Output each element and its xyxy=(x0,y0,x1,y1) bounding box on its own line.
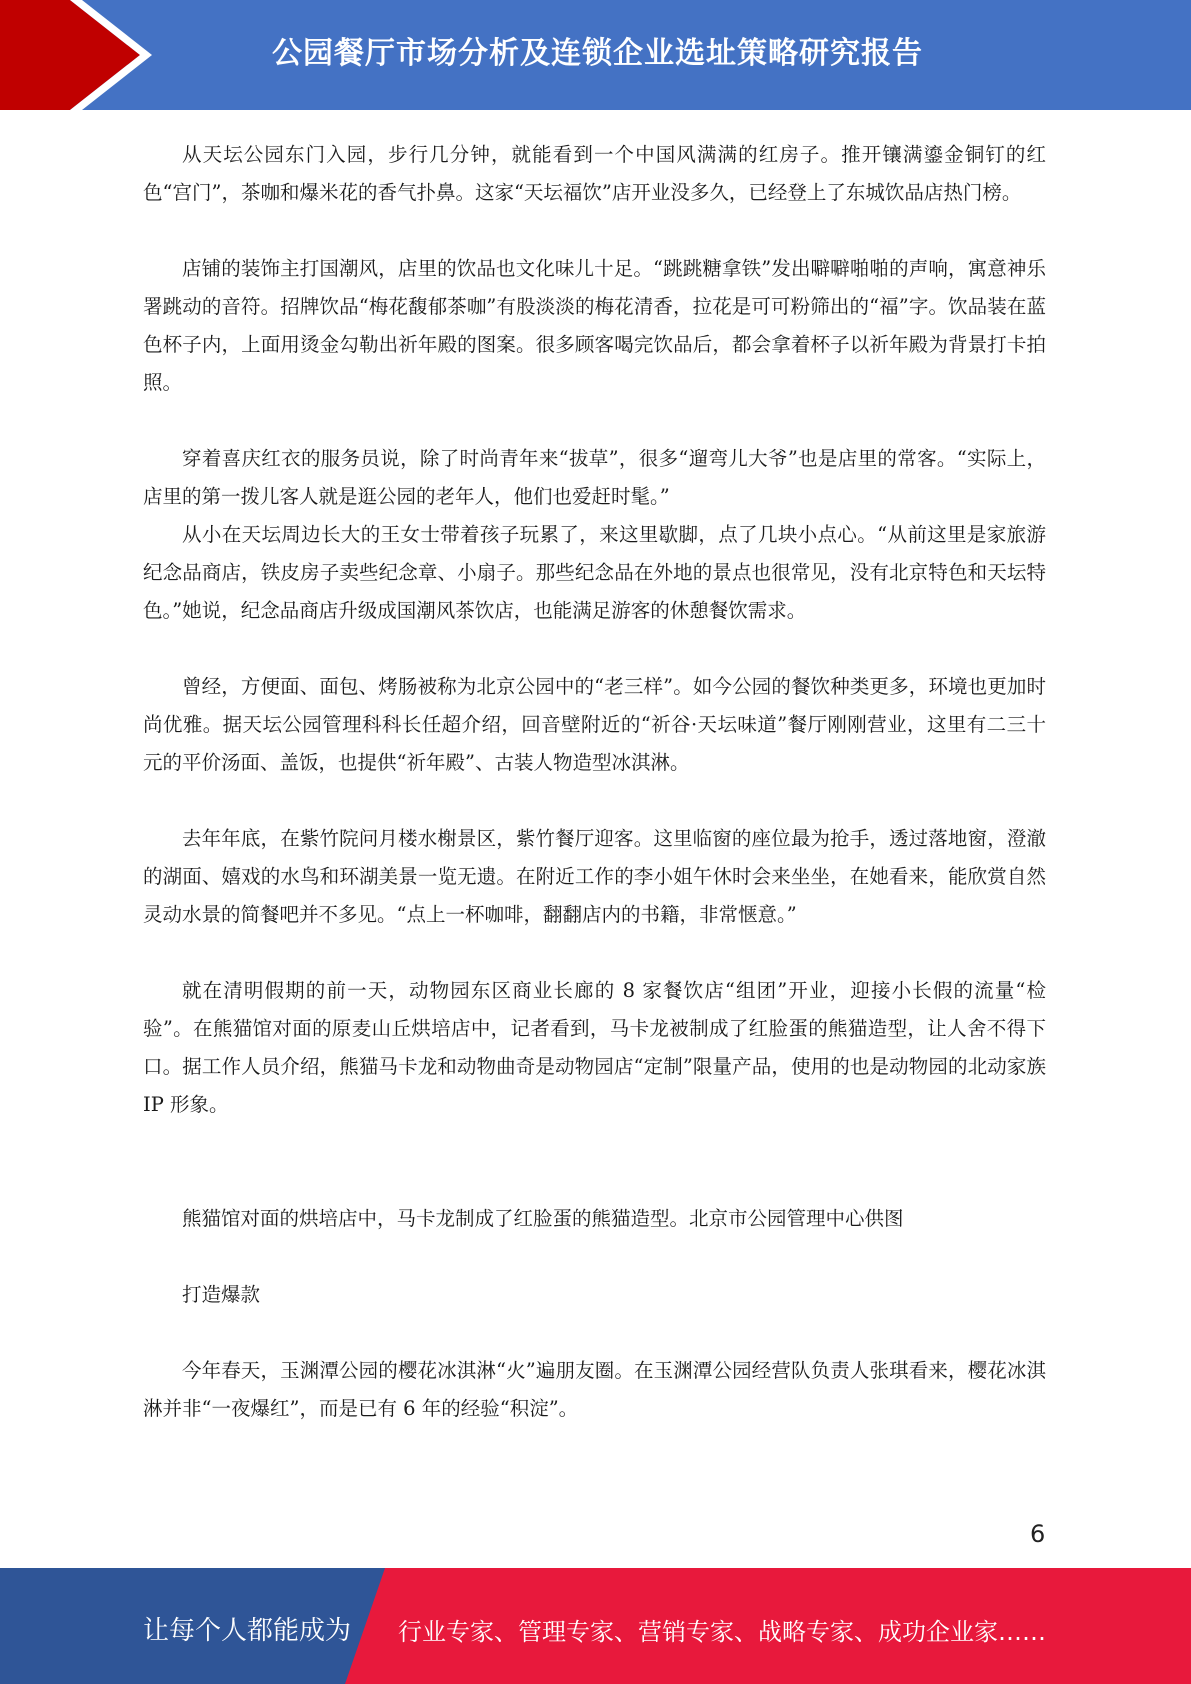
page-header xyxy=(0,0,1191,110)
page-number: 6 xyxy=(1030,1520,1046,1548)
header-arrow-decoration xyxy=(0,0,160,110)
footer-slogan-right: 行业专家、管理专家、营销专家、战略专家、成功企业家…… xyxy=(398,1618,1046,1646)
paragraph: 穿着喜庆红衣的服务员说，除了时尚青年来“拔草”，很多“遛弯儿大爷”也是店里的常客。“实际上，店里的第一拨儿客人就是逛公园的老年人，他们也爱赶时髦。” xyxy=(143,447,1046,508)
image-caption: 熊猫馆对面的烘培店中，马卡龙制成了红脸蛋的熊猫造型。北京市公园管理中心供图 xyxy=(182,1207,904,1230)
paragraph: 去年年底，在紫竹院问月楼水榭景区，紫竹餐厅迎客。这里临窗的座位最为抢手，透过落地窗，澄澈的湖面、嬉戏的水鸟和环湖美景一览无遗。在附近工作的李小姐午休时会来坐坐，在她看来，能欣赏自然灵动水景的简餐吧并不多见。“点上一杯咖啡，翻翻店内的书籍，非常惬意。” xyxy=(143,827,1046,926)
section-heading: 打造爆款 xyxy=(182,1283,261,1306)
page-footer xyxy=(0,1568,1191,1684)
footer-slogan-left: 让每个人都能成为 xyxy=(143,1616,352,1646)
paragraph: 从小在天坛周边长大的王女士带着孩子玩累了，来这里歇脚，点了几块小点心。“从前这里是家旅游纪念品商店，铁皮房子卖些纪念章、小扇子。那些纪念品在外地的景点也很常见，没有北京特色和天坛特色。”她说，纪念品商店升级成国潮风茶饮店，也能满足游客的休憩餐饮需求。 xyxy=(143,523,1046,622)
report-title: 公园餐厅市场分析及连锁企业选址策略研究报告 xyxy=(272,36,923,71)
paragraph: 店铺的装饰主打国潮风，店里的饮品也文化味儿十足。“跳跳糖拿铁”发出噼噼啪啪的声响，寓意神乐署跳动的音符。招牌饮品“梅花馥郁茶咖”有股淡淡的梅花清香，拉花是可可粉筛出的“福”字。饮品装在蓝色杯子内，上面用烫金勾勒出祈年殿的图案。很多顾客喝完饮品后，都会拿着杯子以祈年殿为背景打卡拍照。 xyxy=(143,257,1046,394)
paragraph: 就在清明假期的前一天，动物园东区商业长廊的 8 家餐饮店“组团”开业，迎接小长假的流量“检验”。在熊猫馆对面的原麦山丘烘培店中，记者看到，马卡龙被制成了红脸蛋的熊猫造型，让人舍不得下口。据工作人员介绍，熊猫马卡龙和动物曲奇是动物园店“定制”限量产品，使用的也是动物园的北动家族 IP 形象。 xyxy=(143,979,1046,1116)
article-body xyxy=(143,136,1046,1428)
paragraph: 从天坛公园东门入园，步行几分钟，就能看到一个中国风满满的红房子。推开镶满鎏金铜钉的红色“宫门”，茶咖和爆米花的香气扑鼻。这家“天坛福饮”店开业没多久，已经登上了东城饮品店热门榜。 xyxy=(143,143,1046,204)
paragraph: 今年春天，玉渊潭公园的樱花冰淇淋“火”遍朋友圈。在玉渊潭公园经营队负责人张琪看来，樱花冰淇淋并非“一夜爆红”，而是已有 6 年的经验“积淀”。 xyxy=(143,1359,1046,1420)
paragraph: 曾经，方便面、面包、烤肠被称为北京公园中的“老三样”。如今公园的餐饮种类更多，环境也更加时尚优雅。据天坛公园管理科科长任超介绍，回音壁附近的“祈谷·天坛味道”餐厅刚刚营业，这里有二三十元的平价汤面、盖饭，也提供“祈年殿”、古装人物造型冰淇淋。 xyxy=(143,675,1046,774)
